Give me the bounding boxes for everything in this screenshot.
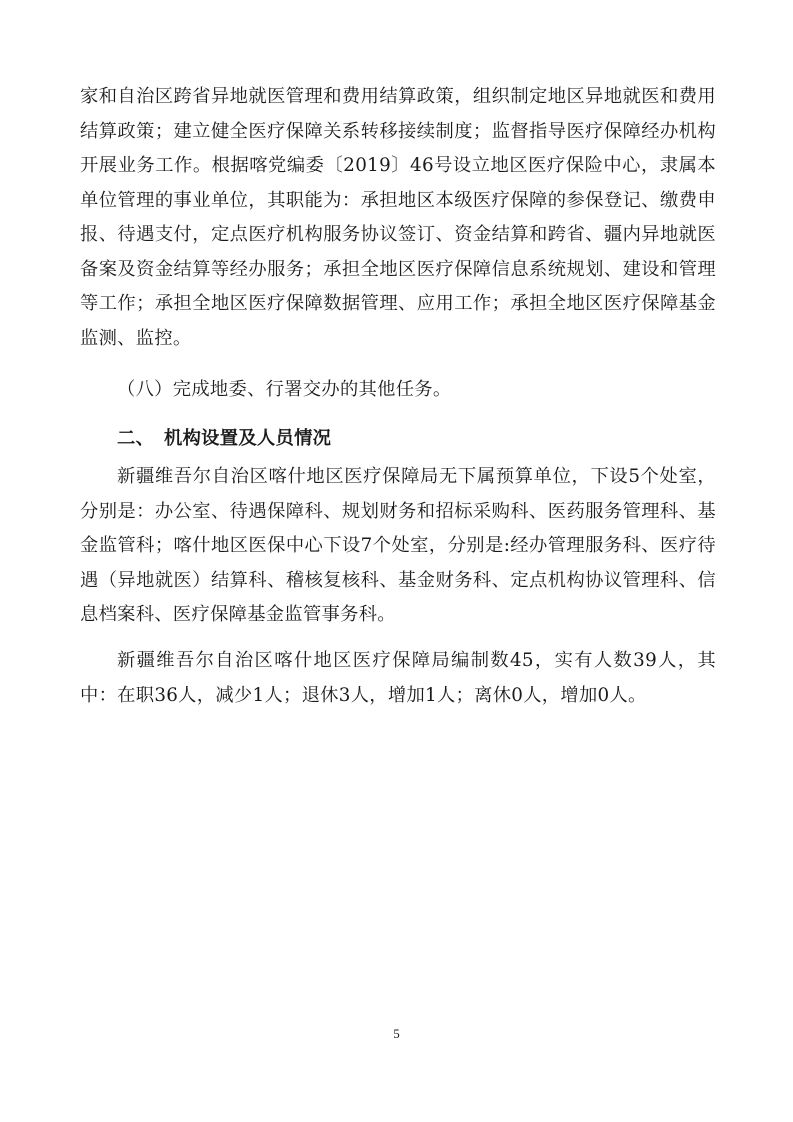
paragraph-organization-units: 新疆维吾尔自治区喀什地区医疗保障局无下属预算单位，下设5个处室，分别是：办公室、待遇保障科、规划财务和招标采购科、医药服务管理科、基金监管科；喀什地区医保中心下设7个处室，分别是:经办管理服务科、医疗待遇（异地就医）结算科、稽核复核科、基金财务科、定点机构协议管理科、信息档案科、医疗保障基金监管事务科。 (80, 466, 716, 625)
section-heading (117, 424, 331, 454)
paragraph-staffing: 新疆维吾尔自治区喀什地区医疗保障局编制数45，实有人数39人，其中：在职36人，减少1人；退休3人，增加1人；离休0人，增加0人。 (80, 650, 716, 706)
page-number: 5 (393, 1026, 400, 1041)
paragraph-responsibilities-continued: 家和自治区跨省异地就医管理和费用结算政策，组织制定地区异地就医和费用结算政策；建立健全医疗保障关系转移接续制度；监督指导医疗保障经办机构开展业务工作。根据喀党编委〔2019〕46号设立地区医疗保险中心，隶属本单位管理的事业单位，其职能为：承担地区本级医疗保障的参保登记、缴费申报、待遇支付，定点医疗机构服务协议签订、资金结算和跨省、疆内异地就医备案及资金结算等经办服务；承担全地区医疗保障信息系统规划、建设和管理等工作；承担全地区医疗保障数据管理、应用工作；承担全地区医疗保障基金监测、监控。 (80, 86, 716, 349)
paragraph-item-8: （八）完成地委、行署交办的其他任务。 (117, 379, 452, 400)
section-title: 机构设置及人员情况 (164, 428, 332, 449)
section-number: 二、 (117, 428, 155, 449)
